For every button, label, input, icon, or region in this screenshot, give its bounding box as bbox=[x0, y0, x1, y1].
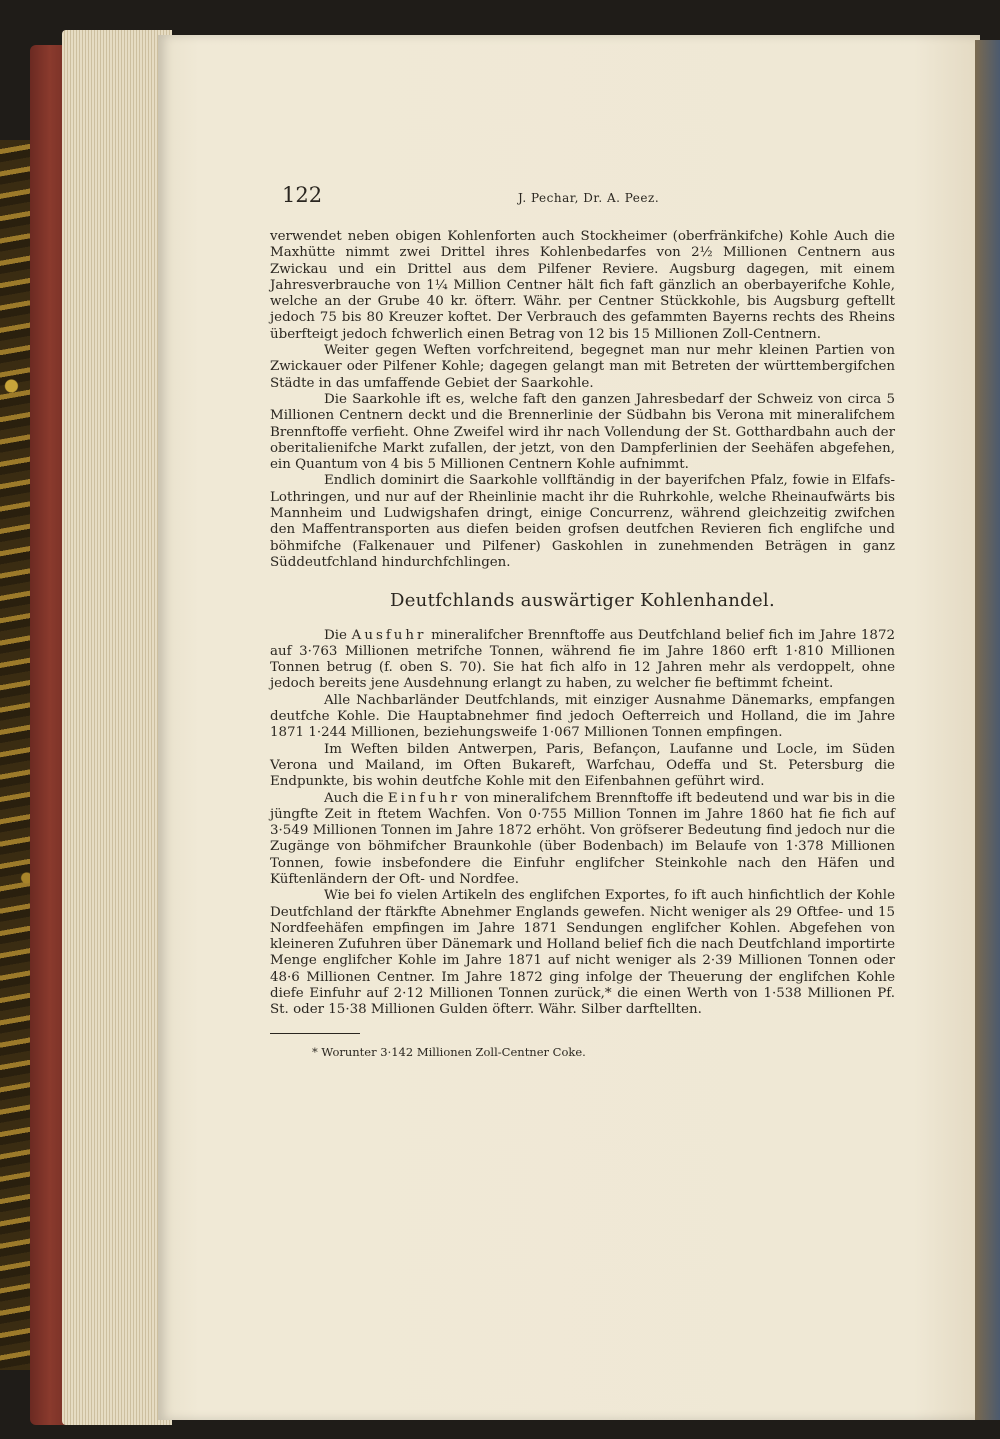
section-heading: Deutfchlands auswärtiger Kohlenhandel. bbox=[390, 590, 775, 612]
footnote: * Worunter 3·142 Millionen Zoll-Centner Coke. bbox=[312, 1044, 586, 1059]
paragraph: verwendet neben obigen Kohlenforten auch Stockheimer (oberfränkifche) Kohle Auch die Maxhütte nimmt zwei Drittel ihres Kohlenbedarfes von 2½ Millionen Centnern aus Zwickau und ein Drittel aus dem Pilfener Reviere. Augsburg dagegen, mit einem Jahresverbrauche von 1¼ Million Centner hält fich faft gänzlich an oberbayerifche Kohle, welche an der Grube 40 kr. öfterr. Währ. per Centner Stückkohle, bis Augsburg geftellt jedoch 75 bis 80 Kreuzer koftet. Der Verbrauch des gefammten Bayerns rechts des Rheins überfteigt jedoch fchwerlich einen Betrag von 12 bis 15 Millionen Zoll-Centnern. bbox=[270, 229, 895, 342]
footnote-rule bbox=[270, 1033, 360, 1034]
body-text bbox=[270, 229, 895, 1060]
text: Auch die bbox=[324, 790, 388, 806]
right-cover-edge bbox=[975, 40, 1000, 1420]
paragraph-einfuhr bbox=[270, 791, 895, 889]
paragraph: Weiter gegen Weften vorfchreitend, begegnet man nur mehr kleinen Partien von Zwickauer oder Pilfener Kohle; dagegen gelangt man mit Betreten der württembergifchen Städte in das umfaffende Gebiet der Saarkohle. bbox=[270, 343, 895, 391]
text: mineralifcher Brennftoffe aus Deutfchland belief fich im Jahre 1872 auf 3·763 Millionen metrifche Tonnen, während fie im Jahre 1860 erft 1·810 Millionen Tonnen betrug (f. oben S. 70). Sie hat fich alfo in 12 Jahren mehr als verdoppelt, ohne jedoch bereits jene Ausdehnung erlangt zu haben, zu welcher fie beftimmt fcheint. bbox=[270, 627, 895, 692]
spaced-term: Ausfuhr bbox=[351, 627, 427, 643]
page-number: 122 bbox=[282, 183, 323, 207]
text: Die bbox=[324, 627, 352, 643]
page-content bbox=[270, 183, 895, 1060]
paragraph: Endlich dominirt die Saarkohle vollftändig in der bayerifchen Pfalz, fowie in Elfafs-Lothringen, und nur auf der Rheinlinie macht ihr die Ruhrkohle, welche Rheinaufwärts bis Mannheim und Ludwigshafen dringt, einige Concurrenz, während gleichzeitig zwifchen den Maffentransporten aus diefen beiden grofsen deutfchen Revieren fich englifche und böhmifche (Falkenauer und Pilfener) Gaskohlen in zunehmenden Beträgen in ganz Süddeutfchland hindurchfchlingen. bbox=[270, 473, 895, 570]
paragraph: Im Weften bilden Antwerpen, Paris, Befançon, Laufanne und Locle, im Süden Verona und Mailand, im Often Bukareft, Warfchau, Odeffa und St. Petersburg die Endpunkte, bis wohin deutfche Kohle mit den Eifenbahnen geführt wird. bbox=[270, 741, 895, 790]
running-header: J. Pechar, Dr. A. Peez. bbox=[518, 191, 660, 205]
running-head bbox=[270, 183, 895, 213]
spaced-term: Einfuhr bbox=[387, 790, 461, 806]
paragraph-ausfuhr bbox=[270, 628, 895, 693]
page-block-edges bbox=[62, 30, 172, 1425]
paragraph: Alle Nachbarländer Deutfchlands, mit einziger Ausnahme Dänemarks, empfangen deutfche Kohle. Die Hauptabnehmer find jedoch Oefterreich und Holland, die im Jahre 1871 1·244 Millionen, beziehungsweife 1·067 Millionen Tonnen empfingen. bbox=[270, 692, 895, 741]
paragraph: Wie bei fo vielen Artikeln des englifchen Exportes, fo ift auch hinfichtlich der Kohle Deutfchland der ftärkfte Abnehmer Englands gewefen. Nicht weniger als 29 Oftfee- und 15 Nordfeehäfen empfingen im Jahre 1871 Sendungen englifcher Kohlen. Abgefehen von kleineren Zufuhren über Dänemark und Holland belief fich die nach Deutfchland importirte Menge englifcher Kohle im Jahre 1871 auf nicht weniger als 2·39 Millionen Tonnen oder 48·6 Millionen Centner. Im Jahre 1872 ging infolge der Theuerung der englifchen Kohle diefe Einfuhr auf 2·12 Millionen Tonnen zurück,* die einen Werth von 1·538 Millionen Pf. St. oder 15·38 Millionen Gulden öfterr. Währ. Silber darftellten. bbox=[270, 888, 895, 1018]
text: von mineralifchem Brennftoffe ift bedeutend und war bis in die jüngfte Zeit in ftetem Wachfen. Von 0·755 Million Tonnen im Jahre 1860 hat fie fich auf 3·549 Millionen Tonnen im Jahre 1872 erhöht. Von gröfserer Bedeutung find jedoch nur die Zugänge von böhmifcher Braunkohle (über Bodenbach) im Belaufe von 1·378 Millionen Tonnen, fowie insbefondere die Einfuhr englifcher Steinkohle nach den Häfen und Küftenländern der Oft- und Nordfee. bbox=[270, 790, 895, 887]
paragraph: Die Saarkohle ift es, welche faft den ganzen Jahresbedarf der Schweiz von circa 5 Millionen Centnern deckt und die Brennerlinie der Südbahn bis Verona mit mineralifchem Brennftoffe verfieht. Ohne Zweifel wird ihr nach Vollendung der St. Gotthardbahn auch der oberitalienifche Markt zufallen, der jetzt, von den Dampferlinien der Seehäfen abgefehen, ein Quantum von 4 bis 5 Millionen Centnern Kohle aufnimmt. bbox=[270, 391, 895, 473]
